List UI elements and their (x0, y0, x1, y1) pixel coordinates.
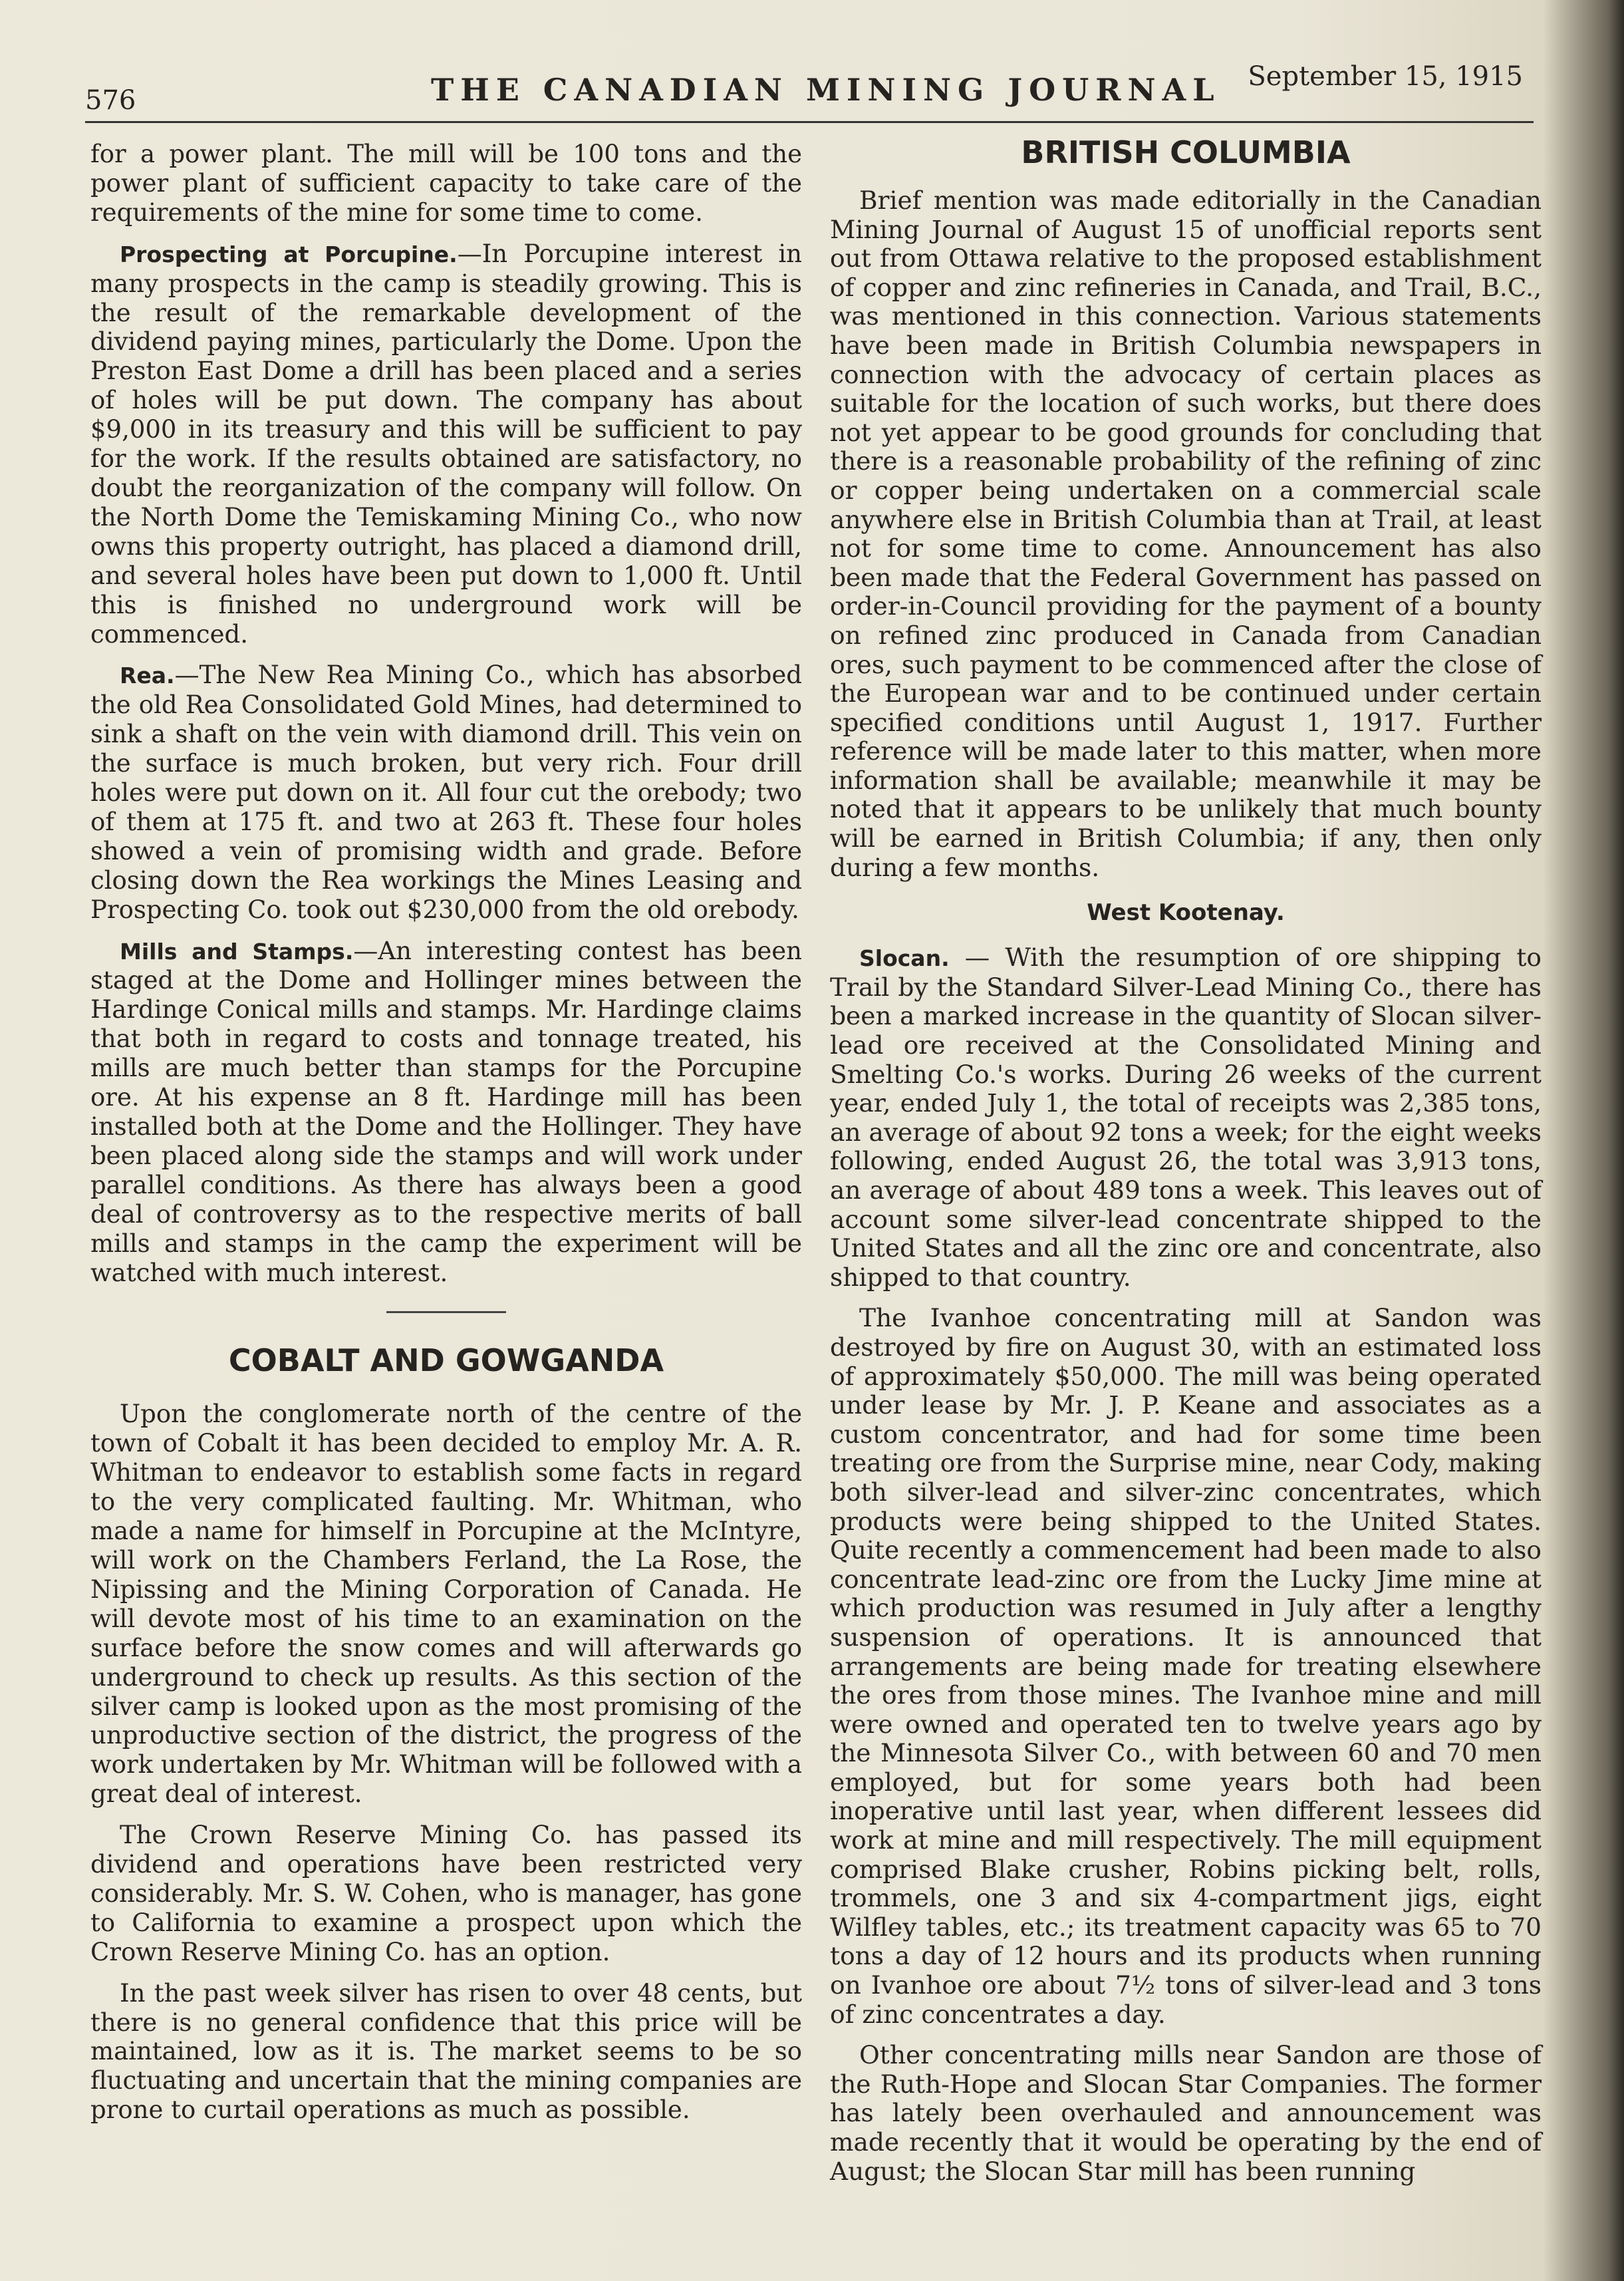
intro-paragraph: for a power plant. The mill will be 100 tons and the power plant of sufficient capacity to take care of the requirements of the mine for some time to come. (90, 140, 802, 227)
slocan-heading: Slocan. (859, 945, 950, 972)
slocan-paragraph (830, 943, 1542, 1292)
page-header (85, 61, 1534, 123)
porcupine-paragraph (90, 239, 802, 649)
section-divider (386, 1311, 506, 1313)
porcupine-text: —In Porcupine interest in many prospects in the camp is steadily growing. This is the result of the remarkable development of the dividend paying mines, particularly the Dome. Upon the Preston East Dome a drill has been placed and a series of holes will be put down. The company has about $9,000 in its treasury and this will be sufficient to pay for the work. If the results obtained are satisfactory, no doubt the reorganization of the company will follow. On the North Dome the Temiskaming Mining Co., who now owns this property outright, has placed a diamond drill, and several holes have been put down to 1,000 ft. Until this is finished no underground work will be commenced. (90, 239, 802, 649)
mills-heading: Mills and Stamps. (120, 938, 354, 965)
cobalt-paragraph-3: In the past week silver has risen to over 48 cents, but there is no general confidence that this price will be maintained, low as it is. The market seems to be so fluctuating and uncertain that the mining companies are prone to curtail operations as much as possible. (90, 1978, 802, 2125)
mills-paragraph (90, 937, 802, 1288)
west-kootenay-title: West Kootenay. (1087, 899, 1285, 927)
mills-text: —An interesting contest has been staged at the Dome and Hollinger mines between the Hardinge Conical mills and stamps. Mr. Hardinge claims that both in regard to costs and tonnage treated, his mills are much better than stamps for the Porcupine ore. At his expense an 8 ft. Hardinge mill has been installed both at the Dome and the Hollinger. They have been placed along side the stamps and will work under parallel conditions. As there has always been a good deal of controversy as to the respective merits of ball mills and stamps in the camp the experiment will be watched with much interest. (90, 936, 802, 1287)
porcupine-heading: Prospecting at Porcupine. (120, 241, 458, 267)
rea-paragraph (90, 661, 802, 924)
other-mills-paragraph: Other concentrating mills near Sandon are those of the Ruth-Hope and Slocan Star Companies. The former has lately been overhauled and announcement was made recently that it would be operating by the end of August; the Slocan Star mill has been running (830, 2040, 1542, 2186)
slocan-text: — With the resumption of ore shipping to Trail by the Standard Silver-Lead Mining Co., there has been a marked increase in the quantity of Slocan silver-lead ore received at the Consolidated Mining and Smelting Co.'s works. During 26 weeks of the current year, ended July 1, the total of receipts was 2,385 tons, an average of about 92 tons a week; for the eight weeks following, ended August 26, the total was 3,913 tons, an average of about 489 tons a week. This leaves out of account some silver-lead concentrate shipped to the United States and all the zinc ore and concentrate, also shipped to that country. (830, 943, 1542, 1292)
cobalt-section-title: COBALT AND GOWGANDA (228, 1342, 664, 1379)
publication-date: September 15, 1915 (1248, 61, 1523, 92)
cobalt-paragraph-1: Upon the conglomerate north of the centre of the town of Cobalt it has been decided to employ Mr. A. R. Whitman to endeavor to establish some facts in regard to the very complicated faulting. Mr. Whitman, who made a name for himself in Porcupine at the McIntyre, will work on the Chambers Ferland, the La Rose, the Nipissing and the Mining Corporation of Canada. He will devote most of his time to an examination on the surface before the snow comes and will afterwards go underground to check up results. As this section of the silver camp is looked upon as the most promising of the unproductive section of the district, the progress of the work undertaken by Mr. Whitman will be followed with a great deal of interest. (90, 1400, 802, 1809)
british-columbia-title: BRITISH COLUMBIA (1021, 134, 1351, 170)
bc-paragraph: Brief mention was made editorially in the Canadian Mining Journal of August 15 of unofficial reports sent out from Ottawa relative to the proposed establishment of copper and zinc refineries in Canada, and Trail, B.C., was mentioned in this connection. Various statements have been made in British Columbia newspapers in connection with the advocacy of certain places as suitable for the location of such works, but there does not yet appear to be good grounds for concluding that there is a reasonable probability of the refining of zinc or copper being undertaken on a commercial scale anywhere else in British Columbia than at Trail, at least not for some time to come. Announcement has also been made that the Federal Government has passed on order-in-Council providing for the payment of a bounty on refined zinc produced in Canada from Canadian ores, such payment to be commenced after the close of the European war and to be continued under certain specified conditions until August 1, 1917. Further reference will be made later to this matter, when more information shall be available; meanwhile it may be noted that it appears to be unlikely that much bounty will be earned in British Columbia; if any, then only during a few months. (830, 186, 1542, 882)
rea-heading: Rea. (120, 663, 175, 689)
ivanhoe-paragraph: The Ivanhoe concentrating mill at Sandon was destroyed by fire on August 30, with an estimated loss of approximately $50,000. The mill was being operated under lease by Mr. J. P. Keane and associates as a custom concentrator, and had for some time been treating ore from the Surprise mine, near Cody, making both silver-lead and silver-zinc concentrates, which products were being shipped to the United States. Quite recently a commencement had been made to also concentrate lead-zinc ore from the Lucky Jime mine at which production was resumed in July after a lengthy suspension of operations. It is announced that arrangements are being made for treating elsewhere the ores from those mines. The Ivanhoe mine and mill were owned and operated ten to twelve years ago by the Minnesota Silver Co., with between 60 and 70 men employed, but for some years both had been inoperative until last year, when different lessees did work at mine and mill respectively. The mill equipment comprised Blake crusher, Robins picking belt, rolls, trommels, one 3 and six 4-compartment jigs, eight Wilfley tables, etc.; its treatment capacity was 65 to 70 tons a day of 12 hours and its products when running on Ivanhoe ore about 7½ tons of silver-lead and 3 tons of zinc concentrates a day. (830, 1303, 1542, 2029)
page-number: 576 (85, 85, 136, 116)
right-column (830, 134, 1542, 2198)
journal-title: THE CANADIAN MINING JOURNAL (431, 72, 1221, 108)
cobalt-paragraph-2: The Crown Reserve Mining Co. has passed its dividend and operations have been restricted very considerably. Mr. S. W. Cohen, who is manager, has gone to California to examine a prospect upon which the Crown Reserve Mining Co. has an option. (90, 1821, 802, 1966)
left-column (90, 140, 802, 2137)
rea-text: —The New Rea Mining Co., which has absorbed the old Rea Consolidated Gold Mines, had determined to sink a shaft on the vein with diamond drill. This vein on the surface is much broken, but very rich. Four drill holes were put down on it. All four cut the orebody; two of them at 175 ft. and two at 263 ft. These four holes showed a vein of promising width and grade. Before closing down the Rea workings the Mines Leasing and Prospecting Co. took out $230,000 from the old orebody. (90, 661, 802, 924)
